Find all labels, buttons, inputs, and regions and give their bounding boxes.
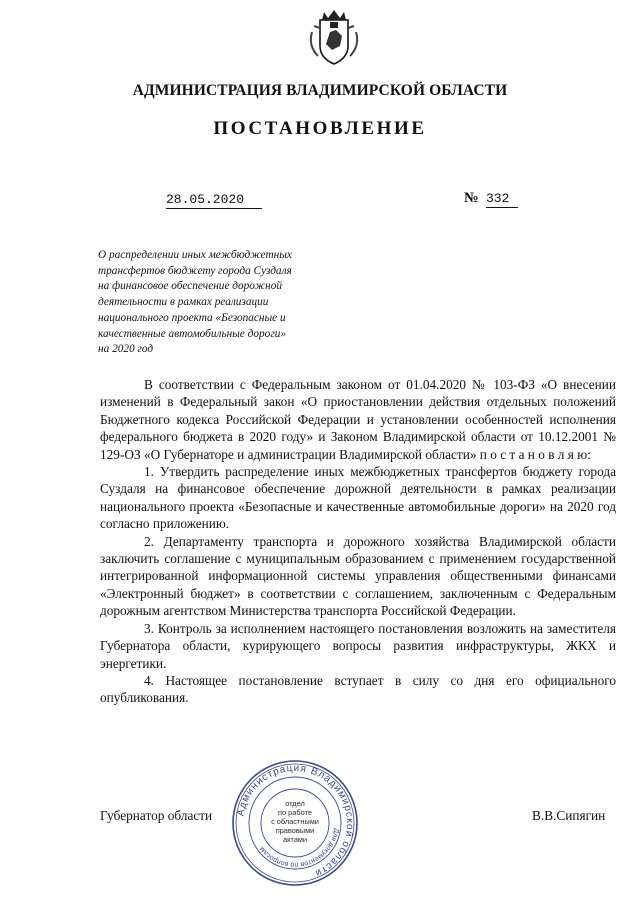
stamp-center-line: по работе <box>278 808 312 817</box>
document-subject <box>98 248 326 358</box>
document-number-label: № <box>464 190 479 206</box>
subject-line: качественные автомобильные дороги» <box>98 327 287 340</box>
stamp-inner-text: Для документов по вопросам <box>258 827 340 869</box>
document-number: 332 <box>486 191 518 208</box>
subject-line: национального проекта «Безопасные и <box>98 311 286 324</box>
document-type-title: ПОСТАНОВЛЕНИЕ <box>213 118 427 139</box>
body-item-2: 2. Департаменту транспорта и дорожного хозяйства Владимирской области заключить соглашение с муниципальным образованием с применением государственной интегрированной информационной системы управления общественными финансами «Электронный бюджет» в соответствии с соглашением, заключенным с Федеральным дорожным агентством Министерства транспорта Российской Федерации. <box>100 533 616 619</box>
signatory-name: В.В.Сипягин <box>532 808 606 823</box>
stamp-outer-text: Администрация Владимирской области <box>235 762 356 879</box>
subject-line: на финансовое обеспечение дорожной <box>98 280 283 293</box>
subject-line: на 2020 год <box>98 343 154 356</box>
coat-of-arms-icon <box>306 6 362 68</box>
body-item-4: 4. Настоящее постановление вступает в силу со дня его официального опубликования. <box>100 672 616 706</box>
official-stamp <box>230 758 360 888</box>
organization-title: АДМИНИСТРАЦИЯ ВЛАДИМИРСКОЙ ОБЛАСТИ <box>132 82 508 99</box>
subject-line: деятельности в рамках реализации <box>98 296 269 309</box>
document-date: 28.05.2020 <box>166 192 262 209</box>
body-item-1: 1. Утвердить распределение иных межбюджетных трансфертов бюджету города Суздаля на финансовое обеспечение дорожной деятельности в рамках реализации национального проекта «Безопасные и качественные автомобильные дороги» на 2020 год согласно приложению. <box>100 464 616 532</box>
body-intro-paragraph: В соответствии с Федеральным законом от 01.04.2020 № 103-ФЗ «О внесении изменений в Федеральный закон «О приостановлении действия отдельных положений Бюджетного кодекса Российской Федерации и установлении особенностей исполнения федерального бюджета в 2020 году» и Законом Владимирской области от 10.12.2001 № 129-ОЗ «О Губернаторе и администрации Владимирской области» п о с т а н о в л я ю: <box>100 377 616 462</box>
signatory-title: Губернатор области <box>100 808 213 823</box>
document-body <box>100 376 616 707</box>
subject-line: О распределении иных межбюджетных <box>98 249 292 261</box>
body-item-3: 3. Контроль за исполнением настоящего постановления возложить на заместителя Губернатора области, курирующего вопросы развития инфраструктуры, ЖКХ и энергетики. <box>100 620 616 671</box>
stamp-center-line: с областными <box>271 817 319 826</box>
stamp-center-line: правовыми <box>275 826 315 835</box>
subject-line: трансфертов бюджету города Суздаля <box>98 264 292 277</box>
stamp-center-line: отдел <box>285 799 305 808</box>
stamp-center-line: актами <box>282 835 308 844</box>
